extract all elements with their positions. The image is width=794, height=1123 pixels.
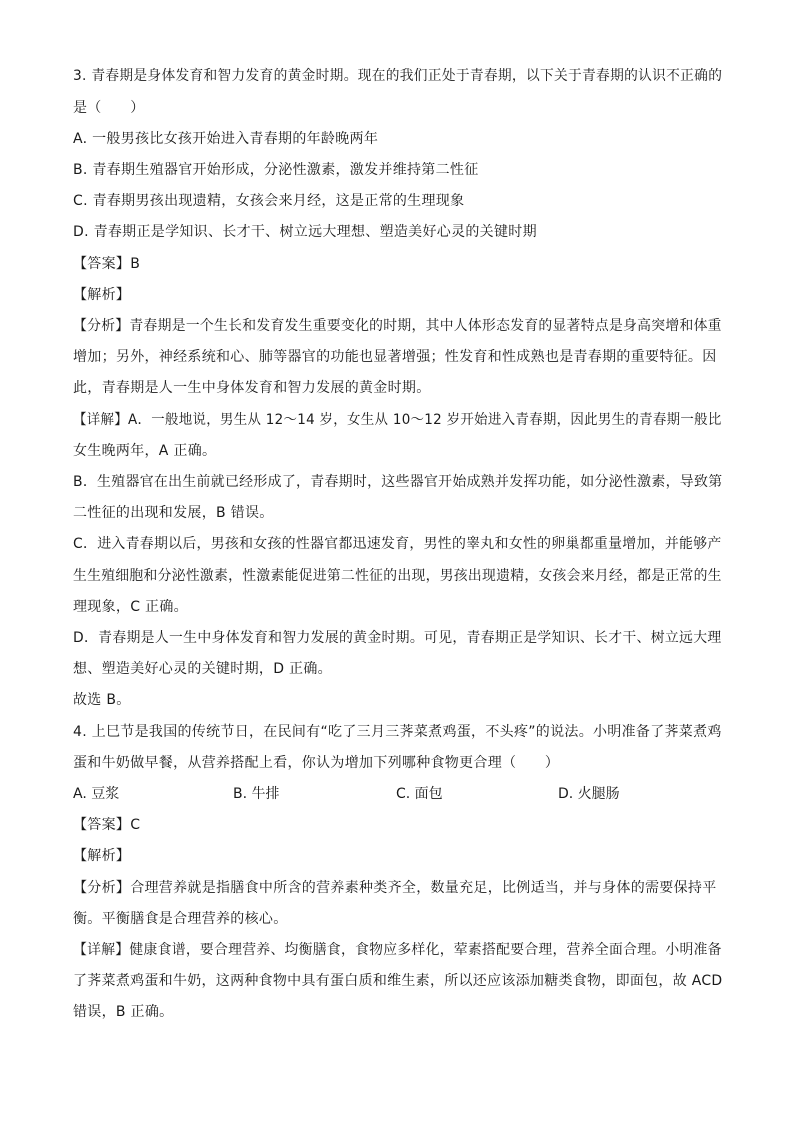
q3-option-a: A. 一般男孩比女孩开始进入青春期的年龄晚两年 xyxy=(73,131,379,147)
q3-fenxi-line-1: 【分析】青春期是一个生长和发育发生重要变化的时期，其中人体形态发育的显著特点是身高突增和体重 xyxy=(73,318,722,334)
q3-d-line-2: 想、塑造美好心灵的关键时期，D 正确。 xyxy=(73,661,332,677)
q4-option-c: C. 面包 xyxy=(396,786,443,802)
q3-b-line-1: B．生殖器官在出生前就已经形成了，青春期时，这些器官开始成熟并发挥功能，如分泌性激素，导致第 xyxy=(73,474,723,490)
q3-analysis-label: 【解析】 xyxy=(73,287,131,303)
q3-answer: 【答案】B xyxy=(73,256,141,272)
q3-stem-line-2: 是（ ） xyxy=(73,100,145,116)
q4-fenxi-line-2: 衡。平衡膳食是合理营养的核心。 xyxy=(73,911,288,927)
q3-option-b: B. 青春期生殖器官开始形成，分泌性激素，激发并维持第二性征 xyxy=(73,162,479,178)
q4-option-d: D. 火腿肠 xyxy=(558,786,620,802)
q4-analysis-label: 【解析】 xyxy=(73,848,131,864)
q3-stem-line-1: 3. 青春期是身体发育和智力发育的黄金时期。现在的我们正处于青春期，以下关于青春期的认识不正确的 xyxy=(73,68,723,84)
q4-option-b: B. 牛排 xyxy=(233,786,280,802)
q3-d-line-1: D．青春期是人一生中身体发育和智力发展的黄金时期。可见，青春期正是学知识、长才干、树立远大理 xyxy=(73,630,722,646)
q4-stem-line-2: 蛋和牛奶做早餐，从营养搭配上看，你认为增加下列哪种食物更合理（ ） xyxy=(73,755,560,771)
q4-xiangjie-line-2: 了荠菜煮鸡蛋和牛奶，这两种食物中具有蛋白质和维生素，所以还应该添加糖类食物，即面包，故 ACD xyxy=(73,973,723,989)
q3-option-c: C. 青春期男孩出现遗精，女孩会来月经，这是正常的生理现象 xyxy=(73,193,465,209)
q4-option-a: A. 豆浆 xyxy=(73,786,120,802)
q3-option-d: D. 青春期正是学知识、长才干、树立远大理想、塑造美好心灵的关键时期 xyxy=(73,224,537,240)
q3-xiangjie-line-1: 【详解】A．一般地说，男生从 12～14 岁，女生从 10～12 岁开始进入青春期，因此男生的青春期一般比 xyxy=(73,412,722,428)
q3-b-line-2: 二性征的出现和发展，B 错误。 xyxy=(73,505,274,521)
q3-c-line-3: 理现象，C 正确。 xyxy=(73,599,188,615)
q4-xiangjie-line-3: 错误，B 正确。 xyxy=(73,1004,174,1020)
q3-c-line-1: C．进入青春期以后，男孩和女孩的性器官都迅速发育，男性的睾丸和女性的卵巢都重量增加，并能够产 xyxy=(73,536,722,552)
q4-stem-line-1: 4. 上巳节是我国的传统节日，在民间有“吃了三月三荠菜煮鸡蛋，不头疼”的说法。小明准备了荠菜煮鸡 xyxy=(73,724,722,740)
q3-fenxi-line-2: 增加；另外，神经系统和心、肺等器官的功能也显著增强；性发育和性成熟也是青春期的重要特征。因 xyxy=(73,349,717,365)
q3-conclusion: 故选 B。 xyxy=(73,692,131,708)
q3-xiangjie-line-2: 女生晚两年，A 正确。 xyxy=(73,443,217,459)
q4-fenxi-line-1: 【分析】合理营养就是指膳食中所含的营养素种类齐全，数量充足，比例适当，并与身体的需要保持平 xyxy=(73,880,717,896)
q3-fenxi-line-3: 此，青春期是人一生中身体发育和智力发展的黄金时期。 xyxy=(73,380,431,396)
q4-answer: 【答案】C xyxy=(73,817,141,833)
q3-c-line-2: 生生殖细胞和分泌性激素，性激素能促进第二性征的出现，男孩出现遗精，女孩会来月经，都是正常的生 xyxy=(73,568,722,584)
q4-xiangjie-line-1: 【详解】健康食谱，要合理营养、均衡膳食，食物应多样化，荤素搭配要合理，营养全面合理。小明准备 xyxy=(73,942,722,958)
